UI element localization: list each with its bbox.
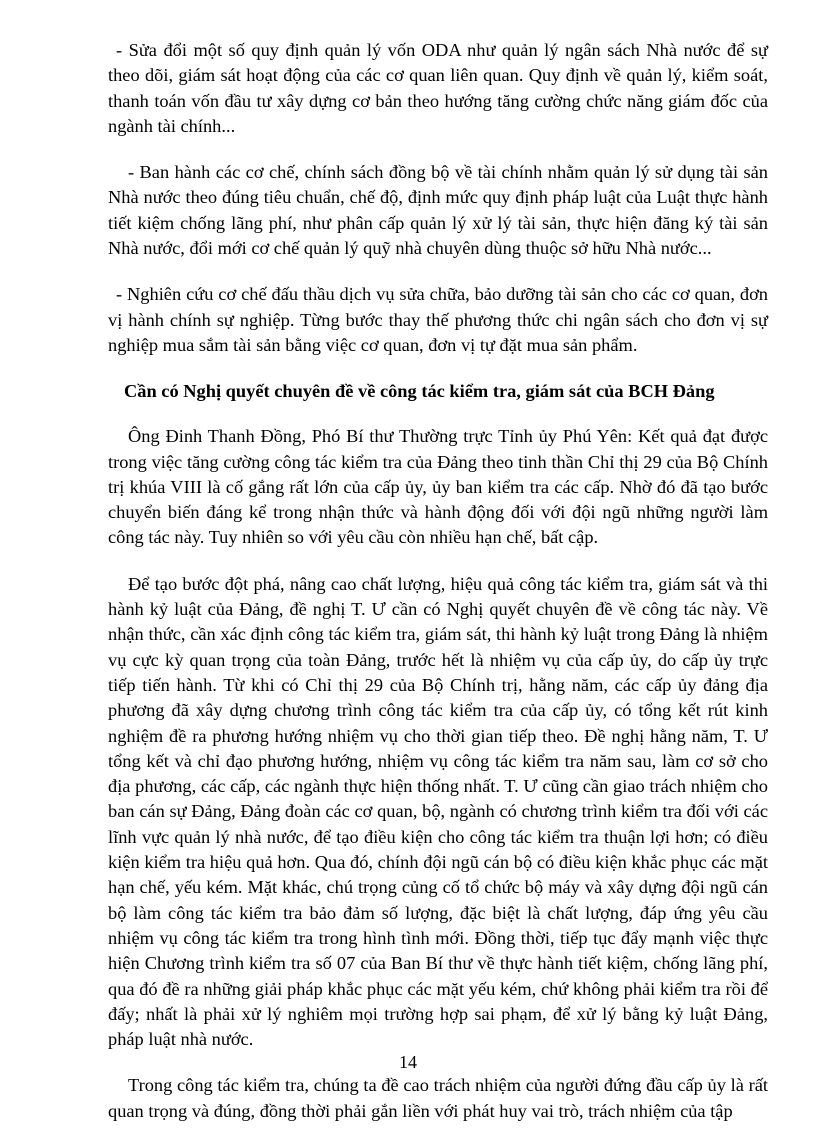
section-heading: Cần có Nghị quyết chuyên đề về công tác kiểm tra, giám sát của BCH Đảng [124,381,715,402]
page-number: 14 [399,1052,417,1072]
document-page [108,38,768,1145]
paragraph-breakthrough-proposal: Để tạo bước đột phá, nâng cao chất lượng, hiệu quả công tác kiểm tra, giám sát và thi hành kỷ luật của Đảng, đề nghị T. Ư cần có Nghị quyết chuyên đề về công tác này. Về nhận thức, cần xác định công tác kiểm tra, giám sát, thi hành kỷ luật trong Đảng là nhiệm vụ cực kỳ quan trọng của toàn Đảng, trước hết là nhiệm vụ của cấp ủy, do cấp ủy trực tiếp tiến hành. Từ khi có Chỉ thị 29 của Bộ Chính trị, hằng năm, các cấp ủy đảng địa phương đã xây dựng chương trình công tác kiểm tra của cấp ủy, có tổng kết rút kinh nghiệm đề ra phương hướng nhiệm vụ cho thời gian tiếp theo. Đề nghị hằng năm, T. Ư tổng kết và chỉ đạo phương hướng, nhiệm vụ công tác kiểm tra năm sau, làm cơ sở cho địa phương, các cấp, các ngành thực hiện thống nhất. T. Ư cũng cần giao trách nhiệm cho ban cán sự Đảng, Đảng đoàn các cơ quan, bộ, ngành có chương trình kiểm tra đối với các lĩnh vực quản lý nhà nước, để tạo điều kiện cho công tác kiểm tra thuận lợi hơn; có điều kiện kiểm tra hiệu quả hơn. Qua đó, chính đội ngũ cán bộ có điều kiện khắc phục các mặt hạn chế, yếu kém. Mặt khác, chú trọng củng cố tổ chức bộ máy và xây dựng đội ngũ cán bộ làm công tác kiểm tra bảo đảm số lượng, đặc biệt là chất lượng, đáp ứng yêu cầu nhiệm vụ công tác kiểm tra trong hình tình mới. Đồng thời, tiếp tục đẩy mạnh việc thực hiện Chương trình kiểm tra số 07 của Ban Bí thư về thực hành tiết kiệm, chống lãng phí, qua đó đề ra những giải pháp khắc phục các mặt yếu kém, chứ không phải kiểm tra rồi để đấy; nhất là phải xử lý nghiêm mọi trường hợp sai phạm, để xử lý bằng kỷ luật Đảng, pháp luật nhà nước. [108,573,768,1050]
paragraph-speaker-statement: Ông Đinh Thanh Đồng, Phó Bí thư Thường trực Tỉnh ủy Phú Yên: Kết quả đạt được trong việc tăng cường công tác kiểm tra của Đảng theo tinh thần Chỉ thị 29 của Bộ Chính trị khúa VIII là cố gắng rất lớn của cấp ủy, ủy ban kiểm tra các cấp. Nhờ đó đã tạo bước chuyển biến đáng kể trong nhận thức và hành động đối với đội ngũ những người làm công tác này. Tuy nhiên so với yêu cầu còn nhiều hạn chế, bất cập. [108,426,768,548]
paragraph-state-asset-policy: - Ban hành các cơ chế, chính sách đồng bộ về tài chính nhằm quản lý sử dụng tài sản Nhà nước theo đúng tiêu chuẩn, chế độ, định mức quy định pháp luật của Luật thực hành tiết kiệm chống lãng phí, như phân cấp quản lý xử lý tài sản, thực hiện đăng ký tài sản Nhà nước, đổi mới cơ chế quản lý quỹ nhà chuyên dùng thuộc sở hữu Nhà nước... [108,162,768,259]
paragraph-oda-regulation: - Sửa đổi một số quy định quản lý vốn ODA như quản lý ngân sách Nhà nước để sự theo dõi, giám sát hoạt động của các cơ quan liên quan. Quy định về quản lý, kiểm soát, thanh toán vốn đầu tư xây dựng cơ bản theo hướng tăng cường chức năng giám đốc của ngành tài chính... [108,40,768,136]
paragraph-leader-responsibility: Trong công tác kiểm tra, chúng ta đề cao trách nhiệm của người đứng đầu cấp ủy là rất quan trọng và đúng, đồng thời phải gắn liền với phát huy vai trò, trách nhiệm của tập [108,1075,768,1121]
paragraph-bidding-mechanism: - Nghiên cứu cơ chế đấu thầu dịch vụ sửa chữa, bảo dưỡng tài sản cho các cơ quan, đơn vị hành chính sự nghiệp. Từng bước thay thế phương thức chi ngân sách cho đơn vị sự nghiệp mua sắm tài sản bằng việc cơ quan, đơn vị tự đặt mua sản phẩm. [108,284,768,355]
